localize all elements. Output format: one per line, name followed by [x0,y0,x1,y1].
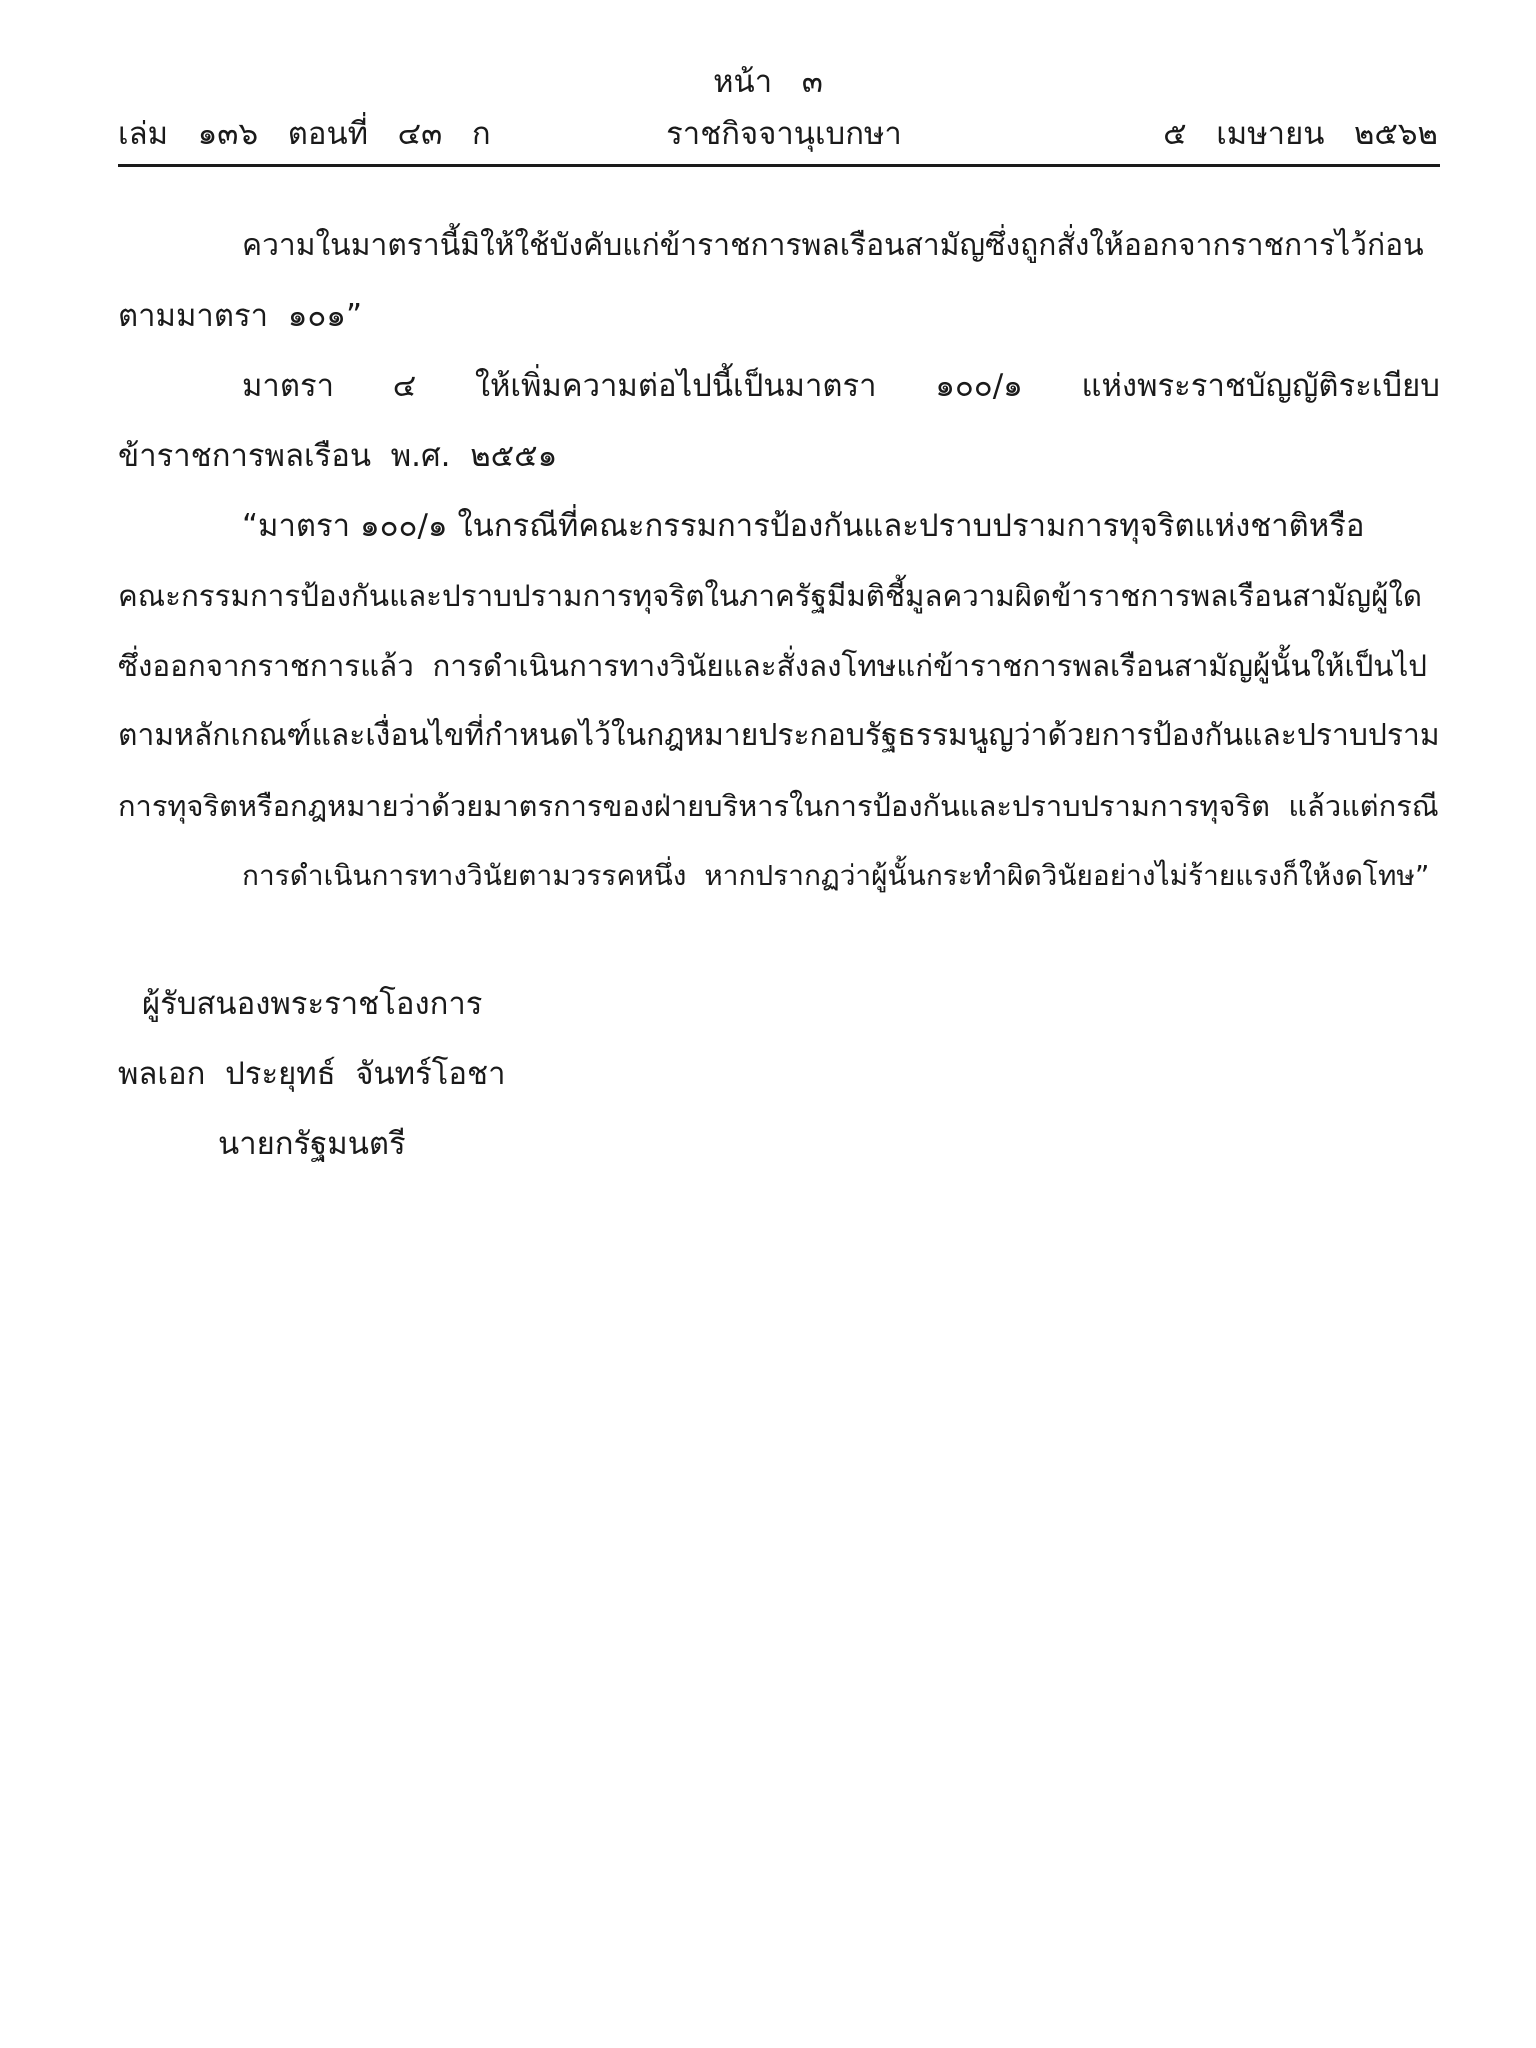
publication-name: ราชกิจจานุเบกษา [666,116,902,152]
section-4-line-2: ข้าราชการพลเรือน พ.ศ. ๒๕๕๑ [118,438,558,474]
section-100-1-line-1: “มาตรา ๑๐๐/๑ ในกรณีที่คณะกรรมการป้องกันและปราบปรามการทุจริตแห่งชาติหรือ [242,508,1365,544]
signatory-title: นายกรัฐมนตรี [218,1126,406,1162]
section-number: ๔ [392,368,417,404]
section-text: ให้เพิ่มความต่อไปนี้เป็นมาตรา [474,368,877,404]
paragraph-4-line-1: การดำเนินการทางวินัยตามวรรคหนึ่ง หากปรากฏว่าผู้นั้นกระทำผิดวินัยอย่างไม่ร้ายแรงก็ให้งดโทษ” [242,859,1430,892]
volume-issue: เล่ม ๑๓๖ ตอนที่ ๔๓ ก [118,116,491,152]
publication-date: ๕ เมษายน ๒๕๖๒ [1163,116,1438,152]
section-100-1-line-5: การทุจริตหรือกฎหมายว่าด้วยมาตรการของฝ่ายบริหารในการป้องกันและปราบปรามการทุจริต แล้วแต่กรณี [118,789,1439,823]
gazette-header [118,114,1438,160]
paragraph-1-line-2: ตามมาตรา ๑๐๑” [118,298,363,334]
section-label: มาตรา [242,368,335,404]
section-100-1-line-4: ตามหลักเกณฑ์และเงื่อนไขที่กำหนดไว้ในกฎหมายประกอบรัฐธรรมนูญว่าด้วยการป้องกันและปราบปราม [118,718,1440,753]
section-100-1-line-3: ซึ่งออกจากราชการแล้ว การดำเนินการทางวินัยและสั่งลงโทษแก่ข้าราชการพลเรือนสามัญผู้นั้นให้เป็นไป [118,649,1428,683]
signatory-name: พลเอก ประยุทธ์ จันทร์โอชา [118,1056,506,1092]
section-4-line-1 [242,366,1440,406]
countersign-label: ผู้รับสนองพระราชโองการ [142,986,483,1022]
paragraph-1-line-1: ความในมาตรานี้มิให้ใช้บังคับแก่ข้าราชการพลเรือนสามัญซึ่งถูกสั่งให้ออกจากราชการไว้ก่อน [242,228,1424,263]
new-section-number: ๑๐๐/๑ [935,368,1023,404]
header-divider [118,164,1440,167]
page-number: หน้า ๓ [713,64,823,100]
section-100-1-line-2: คณะกรรมการป้องกันและปราบปรามการทุจริตในภาครัฐมีมติชี้มูลความผิดข้าราชการพลเรือนสามัญผู้ใด [118,579,1423,613]
act-name-part: แห่งพระราชบัญญัติระเบียบ [1081,368,1440,404]
